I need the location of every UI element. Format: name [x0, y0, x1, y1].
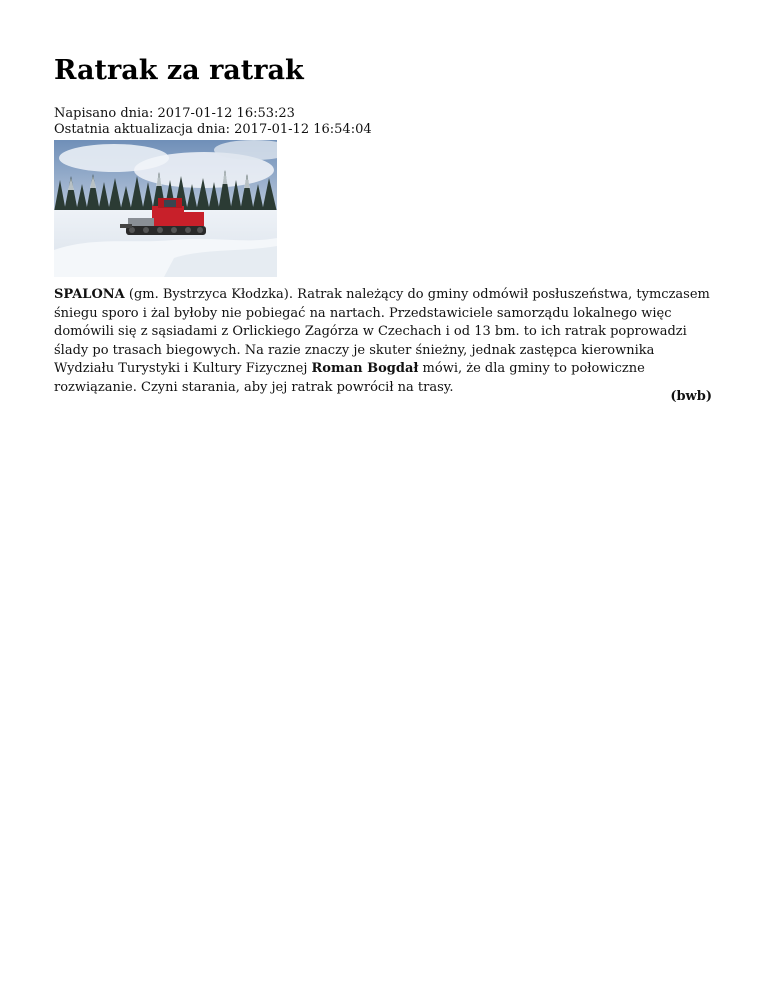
body-text-part-1: (gm. Bystrzyca Kłodzka). Ratrak należący do gminy odmówił posłuszeństwa, tymczasem śniegu sporo i żal byłoby nie pobiegać na nartach. Przedstawiciele samorządu lokalnego więc domówili się z sąsiadami z Orlickiego Zagórza w Czechach i od 13 bm. to ich ratrak poprowadzi ślady po trasach biegowych. Na razie znaczy je skuter śnieżny, jednak zastępca kierownika Wydziału Turystyki i Kultury Fizycznej [54, 287, 710, 376]
article-photo [54, 140, 277, 277]
article-body [54, 286, 714, 397]
article-title: Ratrak za ratrak [54, 55, 304, 86]
updated-date: Ostatnia aktualizacja dnia: 2017-01-12 16:54:04 [54, 122, 372, 137]
location-name: SPALONA [54, 287, 125, 302]
author-signature: (bwb) [670, 389, 712, 404]
body-text-part-2: mówi, że dla gminy to połowiczne rozwiązanie. Czyni starania, aby jej ratrak powrócił na trasy. [54, 361, 645, 395]
article-meta [54, 106, 372, 138]
published-date: Napisano dnia: 2017-01-12 16:53:23 [54, 106, 295, 121]
person-name: Roman Bogdał [311, 361, 419, 376]
